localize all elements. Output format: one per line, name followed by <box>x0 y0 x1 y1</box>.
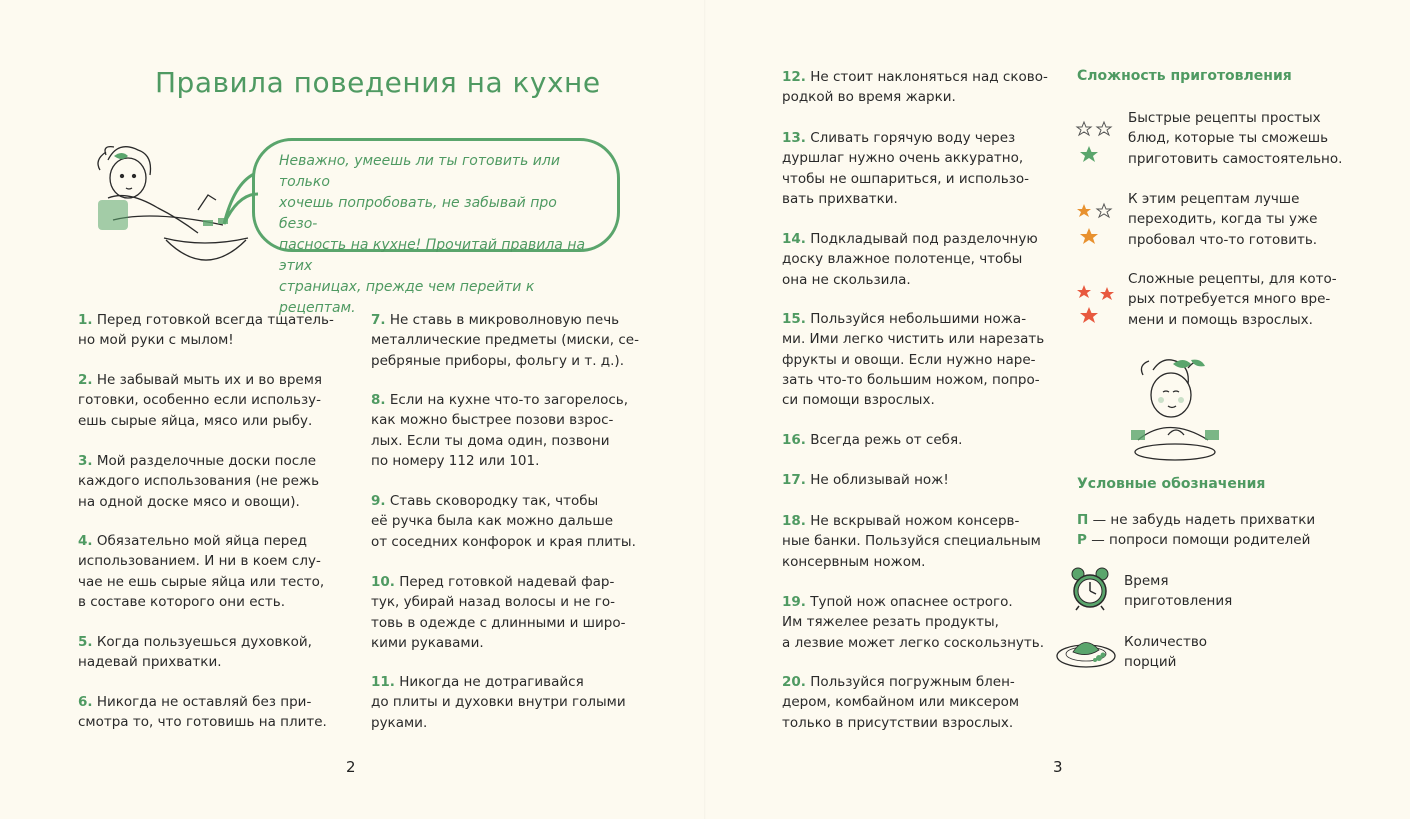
rule-text: Ставь сковородку так, чтобы её ручка была как можно дальше от соседних конфорок и края плиты. <box>371 493 636 550</box>
rule-text: Обязательно мой яйца перед использованием. И ни в коем слу- чае не ешь сырые яйца или тесто, в составе которого они есть. <box>78 533 325 610</box>
rule-text: Всегда режь от себя. <box>810 432 963 448</box>
rule-11 <box>371 672 626 733</box>
speech-bubble <box>252 138 620 316</box>
rule-number: 8. <box>371 392 386 408</box>
rule-8 <box>371 390 628 471</box>
rule-number: 7. <box>371 312 386 328</box>
rule-2 <box>78 370 322 431</box>
rule-text: Не стоит наклоняться над сково- родкой во время жарки. <box>782 69 1048 106</box>
rule-text: Пользуйся погружным блен- дером, комбайном или миксером только в присутствии взрослых. <box>782 674 1020 731</box>
rule-text: Не забывай мыть их и во время готовки, особенно если использу- ешь сырые яйца, мясо или рыбу. <box>78 372 323 429</box>
rule-19 <box>782 592 1044 653</box>
rule-1 <box>78 310 334 351</box>
servings-label: Количество порций <box>1124 634 1208 671</box>
legend-item-oven-mitts <box>1077 510 1315 530</box>
legend-item-ask-parents <box>1077 530 1310 550</box>
rule-9 <box>371 491 636 552</box>
legend-text: — не забудь надеть прихватки <box>1088 512 1316 528</box>
rule-20 <box>782 672 1019 733</box>
rule-12 <box>782 67 1048 108</box>
rule-text: Сливать горячую воду через дуршлаг нужно очень аккуратно, чтобы не ошпариться, и использо- вать прихватки. <box>782 130 1030 207</box>
page-number: 2 <box>346 758 356 776</box>
rule-13 <box>782 128 1029 209</box>
rule-17 <box>782 470 949 490</box>
legend-letter: Р <box>1077 532 1087 548</box>
rule-number: 17. <box>782 472 806 488</box>
rule-6 <box>78 692 327 733</box>
page-title: Правила поведения на кухне <box>155 66 601 99</box>
rule-number: 2. <box>78 372 93 388</box>
rule-text: Мой разделочные доски после каждого использования (не режь на одной доске мясо и овощи). <box>78 453 320 510</box>
bubble-text: Неважно, умеешь ли ты готовить или только хочешь попробовать, не забывай про безо- пасность на кухне! Прочитай правила на этих страницах, прежде чем перейти к рецептам. <box>279 153 586 316</box>
right-page <box>705 0 1410 819</box>
difficulty-medium-stars-icon <box>1075 202 1115 248</box>
difficulty-medium-text: К этим рецептам лучше переходить, когда ты уже пробовал что-то готовить. <box>1128 191 1318 248</box>
rule-15 <box>782 309 1044 410</box>
rule-18 <box>782 511 1041 572</box>
rule-text: Подкладывай под разделочную доску влажное полотенце, чтобы она не скользила. <box>782 231 1038 288</box>
legend-letter: П <box>1077 512 1089 528</box>
rule-number: 4. <box>78 533 93 549</box>
alarm-clock-icon <box>1069 566 1111 612</box>
rule-number: 5. <box>78 634 93 650</box>
rule-number: 12. <box>782 69 806 85</box>
girl-eating-illustration <box>1113 350 1233 470</box>
page-number: 3 <box>1053 758 1063 776</box>
rule-text: Перед готовкой всегда тщатель- но мой руки с мылом! <box>78 312 334 349</box>
rule-number: 10. <box>371 574 395 590</box>
rule-number: 9. <box>371 493 386 509</box>
rule-4 <box>78 531 324 612</box>
difficulty-hard-text: Сложные рецепты, для кото- рых потребуется много вре- мени и помощь взрослых. <box>1128 271 1337 328</box>
rule-14 <box>782 229 1038 290</box>
rule-3 <box>78 451 319 512</box>
rule-number: 1. <box>78 312 93 328</box>
legend-heading: Условные обозначения <box>1077 476 1266 492</box>
rule-number: 15. <box>782 311 806 327</box>
rule-number: 18. <box>782 513 806 529</box>
legend-text: — попроси помощи родителей <box>1086 532 1311 548</box>
rule-text: Никогда не дотрагивайся до плиты и духовки внутри голыми руками. <box>371 674 626 731</box>
difficulty-easy-text: Быстрые рецепты простых блюд, которые ты сможешь приготовить самостоятельно. <box>1128 110 1343 167</box>
rule-number: 20. <box>782 674 806 690</box>
rule-16 <box>782 430 962 450</box>
plate-servings-icon <box>1055 630 1117 670</box>
rule-text: Тупой нож опаснее острого. Им тяжелее резать продукты, а лезвие может легко соскользнуть. <box>782 594 1045 651</box>
rule-text: Пользуйся небольшими ножа- ми. Ими легко чистить или нарезать фрукты и овощи. Если нужно наре- зать что-то большим ножом, попро- си помощи взрослых. <box>782 311 1045 409</box>
difficulty-hard-stars-icon <box>1075 283 1115 329</box>
rule-text: Не вскрывай ножом консерв- ные банки. Пользуйся специальным консервным ножом. <box>782 513 1041 570</box>
rule-number: 3. <box>78 453 93 469</box>
difficulty-easy-stars-icon <box>1075 120 1115 166</box>
rule-10 <box>371 572 625 653</box>
rule-number: 16. <box>782 432 806 448</box>
rule-number: 19. <box>782 594 806 610</box>
rule-text: Не облизывай нож! <box>810 472 949 488</box>
rule-number: 14. <box>782 231 806 247</box>
rule-number: 11. <box>371 674 395 690</box>
rule-text: Если на кухне что-то загорелось, как можно быстрее позови взрос- лых. Если ты дома один, позвони по номеру 112 или 101. <box>371 392 629 469</box>
rule-5 <box>78 632 312 673</box>
rule-text: Перед готовкой надевай фар- тук, убирай назад волосы и не го- товь в одежде с длинными и широ- кими рукавами. <box>371 574 626 651</box>
rule-text: Не ставь в микроволновую печь металлические предметы (миски, се- ребряные приборы, фольгу и т. д.). <box>371 312 639 369</box>
rule-text: Никогда не оставляй без при- смотра то, что готовишь на плите. <box>78 694 327 731</box>
rule-number: 6. <box>78 694 93 710</box>
difficulty-heading: Сложность приготовления <box>1077 68 1292 84</box>
rule-7 <box>371 310 639 371</box>
rule-number: 13. <box>782 130 806 146</box>
rule-text: Когда пользуешься духовкой, надевай прихватки. <box>78 634 312 671</box>
time-label: Время приготовления <box>1124 573 1233 610</box>
